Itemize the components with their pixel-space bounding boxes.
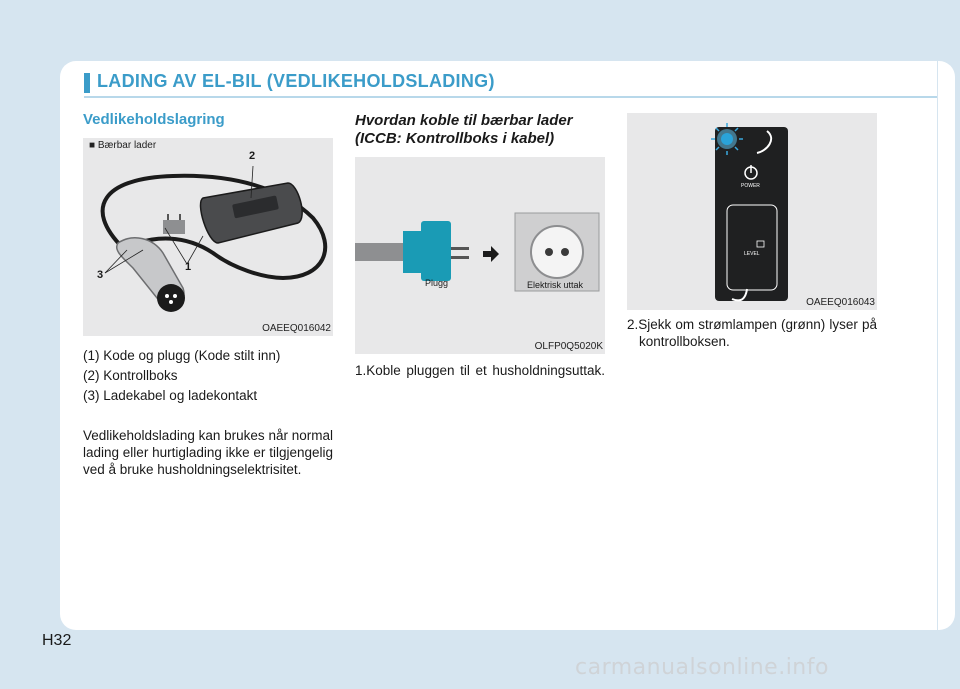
item-charging-cable: (3) Ladekabel og ladekontakt xyxy=(83,388,258,403)
step-2 xyxy=(627,316,877,350)
callout-2: 2 xyxy=(249,150,256,162)
margin-line xyxy=(937,61,938,630)
callout-1: 1 xyxy=(185,261,192,273)
plug-outlet-illustration xyxy=(355,157,605,354)
portable-charger-illustration xyxy=(83,138,333,336)
page-number: H32 xyxy=(42,632,72,649)
figure-control-box xyxy=(627,113,877,310)
control-box-illustration xyxy=(627,113,877,310)
power-label: POWER xyxy=(741,183,760,189)
figure-code: OAEEQ016043 xyxy=(806,297,875,308)
step-1 xyxy=(355,362,605,379)
level-label: LEVEL xyxy=(744,251,760,257)
figure-note: ■ Bærbar lader xyxy=(89,140,157,151)
figure-portable-charger xyxy=(83,138,333,336)
callout-3: 3 xyxy=(97,269,104,281)
maintenance-paragraph: Vedlikeholdslading kan brukes når normal lading eller hurtiglading ikke er tilgjengelig ved å bruke husholdningselektrisitet. xyxy=(83,428,333,477)
step-1-text: 1.Koble pluggen til et husholdningsuttak. xyxy=(355,363,605,378)
title-accent-bar xyxy=(84,73,90,93)
item-control-box: (2) Kontrollboks xyxy=(83,368,178,383)
item-code-and-plug: (1) Kode og plugg (Kode stilt inn) xyxy=(83,348,281,363)
outlet-label: Elektrisk uttak xyxy=(527,280,584,290)
section-title-maintenance-storage: Vedlikeholdslagring xyxy=(83,111,225,128)
step-2-text: 2.Sjekk om strømlampen (grønn) lyser på kontrollboksen. xyxy=(627,317,877,349)
figure-plug-and-outlet xyxy=(355,157,605,354)
figure-code: OAEEQ016042 xyxy=(262,323,331,334)
title-rule xyxy=(84,96,937,98)
watermark: carmanualsonline.info xyxy=(575,655,829,680)
page-title: LADING AV EL-BIL (VEDLIKEHOLDSLADING) xyxy=(97,71,495,91)
section-title-how-to-connect: Hvordan koble til bærbar lader (ICCB: Kontrollboks i kabel) xyxy=(355,112,573,147)
plug-label: Plugg xyxy=(425,278,449,288)
figure-code: OLFP0Q5020K xyxy=(534,341,603,352)
